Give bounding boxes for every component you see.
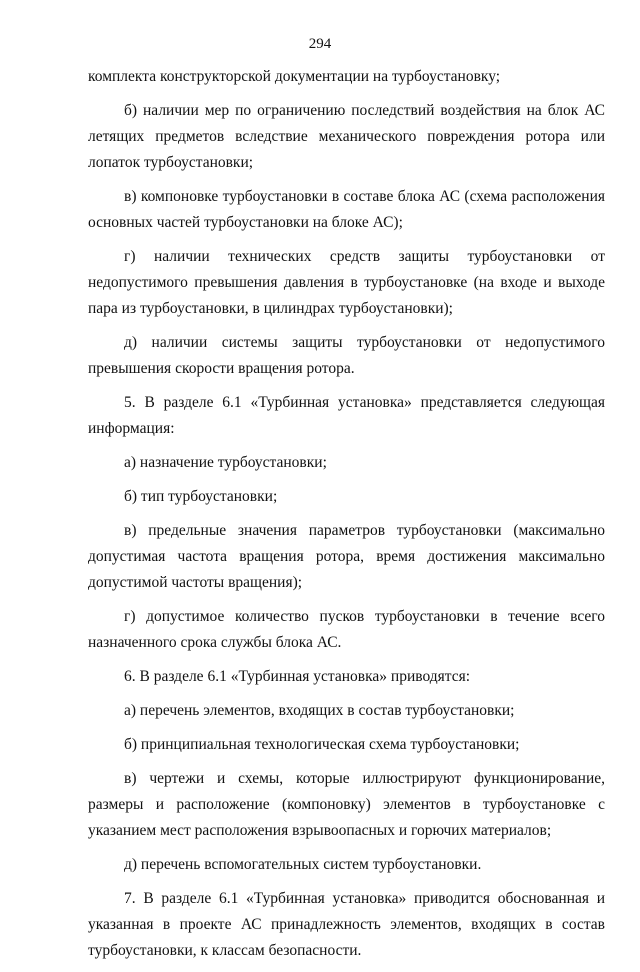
paragraph-continuation: комплекта конструкторской документации на турбоустановку;	[88, 68, 501, 85]
list-item-b-type: б) тип турбоустановки;	[124, 488, 278, 505]
document-body	[88, 64, 605, 972]
list-item-b-scheme: б) принципиальная технологическая схема турбоустановки;	[124, 736, 520, 753]
list-item-v-drawings: в) чертежи и схемы, которые иллюстрируют функционирование, размеры и расположение (компоновку) элементов в турбоустановке с указанием мест расположения взрывоопасных и горючих материалов;	[88, 770, 605, 839]
list-item-b-protection: б) наличии мер по ограничению последствий воздействия на блок АС летящих предметов вследствие механического повреждения ротора или лопаток турбоустановки;	[88, 102, 605, 171]
list-item-g-pressure: г) наличии технических средств защиты турбоустановки от недопустимого превышения давления в турбоустановке (на входе и выходе пара из турбоустановки, в цилиндрах турбоустановки);	[88, 248, 605, 317]
numbered-paragraph-5: 5. В разделе 6.1 «Турбинная установка» представляется следующая информация:	[88, 394, 605, 437]
list-item-v-layout: в) компоновке турбоустановки в составе блока АС (схема расположения основных частей турбоустановки на блоке АС);	[88, 188, 605, 231]
numbered-paragraph-7: 7. В разделе 6.1 «Турбинная установка» приводится обоснованная и указанная в проекте АС принадлежность элементов, входящих в состав турбоустановки, к классам безопасности.	[88, 890, 605, 959]
list-item-a-elements: а) перечень элементов, входящих в состав турбоустановки;	[124, 702, 515, 719]
numbered-paragraph-6: 6. В разделе 6.1 «Турбинная установка» приводятся:	[124, 668, 471, 685]
list-item-a-purpose: а) назначение турбоустановки;	[124, 454, 327, 471]
list-item-v-limits: в) предельные значения параметров турбоустановки (максимально допустимая частота вращения ротора, время достижения максимально допустимой частоты вращения);	[88, 522, 605, 591]
page-number: 294	[308, 36, 332, 52]
list-item-d-speed: д) наличии системы защиты турбоустановки от недопустимого превышения скорости вращения ротора.	[88, 334, 605, 377]
list-item-d-auxiliary: д) перечень вспомогательных систем турбоустановки.	[124, 856, 482, 873]
list-item-g-starts: г) допустимое количество пусков турбоустановки в течение всего назначенного срока службы блока АС.	[88, 608, 605, 651]
